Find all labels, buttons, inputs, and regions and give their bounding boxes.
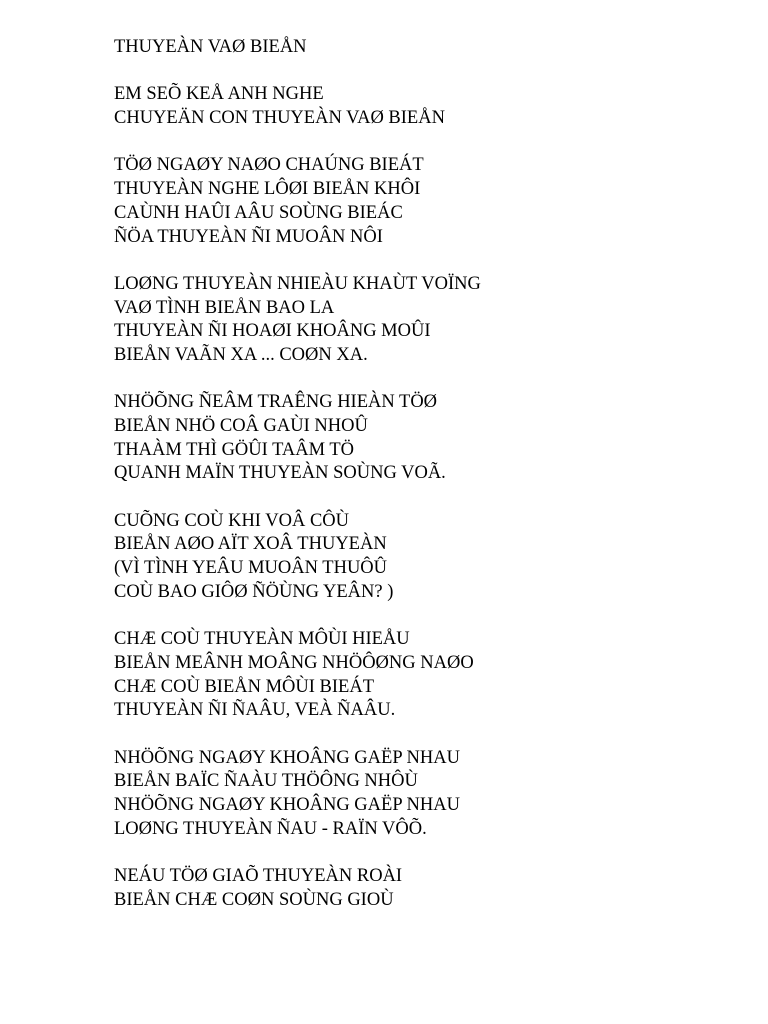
- poem-line: TÖØ NGAØY NAØO CHAÚNG BIEÁT: [114, 155, 424, 176]
- stanza-3: [114, 273, 734, 368]
- poem-line: THUYEÀN ÑI HOAØI KHOÂNG MOÛI: [114, 321, 431, 342]
- poem-line: CHÆ COÙ THUYEÀN MÔÙI HIEÅU: [114, 629, 410, 650]
- poem-line: ÑÖA THUYEÀN ÑI MUOÂN NÔI: [114, 226, 383, 247]
- poem-line: THUYEÀN NGHE LÔØI BIEÅN KHÔI: [114, 179, 421, 200]
- stanza-8: [114, 865, 734, 912]
- poem-body: [114, 36, 734, 936]
- poem-line: CUÕNG COÙ KHI VOÂ CÔÙ: [114, 510, 350, 531]
- stanza-2: [114, 154, 734, 249]
- poem-line: THAÀM THÌ GÖÛI TAÂM TÖ: [114, 439, 355, 460]
- stanza-4: [114, 391, 734, 486]
- poem-line: BIEÅN NHÖ COÂ GAÙI NHOÛ: [114, 416, 368, 437]
- poem-line: NHÖÕNG ÑEÂM TRAÊNG HIEÀN TÖØ: [114, 392, 438, 413]
- poem-line: CAÙNH HAÛI AÂU SOÙNG BIEÁC: [114, 202, 403, 223]
- poem-line: (VÌ TÌNH YEÂU MUOÂN THUÔÛ: [114, 558, 388, 579]
- poem-line: EM SEÕ KEÅ ANH NGHE: [114, 84, 324, 105]
- poem-line: BIEÅN MEÂNH MOÂNG NHÖÔØNG NAØO: [114, 652, 474, 673]
- poem-line: NHÖÕNG NGAØY KHOÂNG GAËP NHAU: [114, 747, 460, 768]
- poem-line: VAØ TÌNH BIEÅN BAO LA: [114, 297, 335, 318]
- poem-line: BIEÅN VAÃN XA ... COØN XA.: [114, 344, 368, 365]
- stanza-6: [114, 628, 734, 723]
- poem-line: BIEÅN CHÆ COØN SOÙNG GIOÙ: [114, 889, 394, 910]
- poem-line: CHUYEÄN CON THUYEÀN VAØ BIEÅN: [114, 108, 445, 129]
- poem-line: NHÖÕNG NGAØY KHOÂNG GAËP NHAU: [114, 795, 460, 816]
- stanza-7: [114, 747, 734, 842]
- poem-title: THUYEÀN VAØ BIEÅN: [114, 37, 307, 57]
- poem-line: THUYEÀN ÑI ÑAÂU, VEÀ ÑAÂU.: [114, 700, 396, 721]
- poem-line: NEÁU TÖØ GIAÕ THUYEÀN ROÀI: [114, 866, 403, 887]
- poem-line: BIEÅN AØO AÏT XOÂ THUYEÀN: [114, 534, 387, 555]
- poem-line: LOØNG THUYEÀN NHIEÀU KHAÙT VOÏNG: [114, 273, 481, 294]
- poem-line: QUANH MAÏN THUYEÀN SOÙNG VOÃ.: [114, 463, 446, 484]
- poem-line: LOØNG THUYEÀN ÑAU - RAÏN VÔÕ.: [114, 818, 427, 839]
- poem-line: BIEÅN BAÏC ÑAÀU THÖÔNG NHÔÙ: [114, 771, 418, 792]
- poem-line: COÙ BAO GIÔØ ÑÖÙNG YEÂN? ): [114, 581, 394, 602]
- stanza-1: [114, 83, 734, 130]
- stanza-5: [114, 510, 734, 605]
- poem-line: CHÆ COÙ BIEÅN MÔÙI BIEÁT: [114, 676, 375, 697]
